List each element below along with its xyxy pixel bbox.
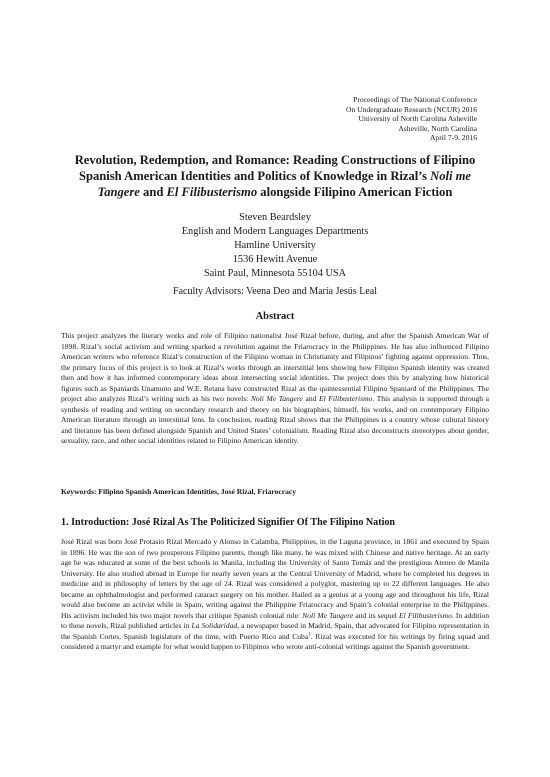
body-text: José Rizal was born José Protasio Rizal Mercado y Alonso in Calamba, Philippines, in the Laguna province, in 1861 and executed by Spain in 1896. He was the son of two prosperous Filipino parents, though like many, he was mixed with Chinese and native heritage. At an early age he was educated at some of the best schools in Manila, including the University of Santo Tomás and the prestigious Ateneo de Manila University. He also studied abroad in Europe for nearly seven years at the Central University of Madrid, where he completed his degrees in medicine and in philosophy of letters by the age of 24. Rizal was considered a polyglot, mastering up to 22 different languages. He also became an ophthalmologist and performed cataract surgery on his mother. Hailed as a genius at a young age and throughout his life, Rizal would also become an activist while in Spain, writing against the Philippine Friarocracy and Spain’s colonial enterprise in the Philippines. His activism included his two major novels that critique Spanish colonial rule:	[61, 537, 489, 620]
abstract-italic: Noli Me Tangere	[250, 394, 303, 404]
footnote-marker[interactable]: 1	[308, 632, 311, 638]
proceedings-line: University of North Carolina Asheville	[358, 114, 477, 124]
body-italic: La Solidaridad	[191, 621, 238, 631]
title-italic: Tangere	[97, 185, 140, 199]
author-block	[60, 211, 490, 281]
body-text: . In addition to these novels, Rizal published articles in	[61, 610, 489, 631]
title-text: alongside Filipino American Fiction	[257, 185, 453, 199]
body-text: , a newspaper based in Madrid, Spain, that advocated for Filipino representation in the Spanish Cortes, Spanish legislature of the time, with Puerto Rico and Cuba	[61, 621, 490, 641]
faculty-advisors: Faculty Advisors: Veena Deo and María Jesús Leal	[173, 286, 377, 297]
proceedings-line: Asheville, North Carolina	[398, 123, 477, 133]
author-name: Steven Beardsley	[239, 212, 311, 223]
title-line	[60, 184, 490, 200]
section-heading: 1. Introduction: José Rizal As The Politicized Signifier Of The Filipino Nation	[61, 517, 396, 528]
title-text: Revolution, Redemption, and Romance: Reading Constructions of Filipino	[74, 153, 476, 167]
title-italic: Noli me	[430, 169, 472, 183]
title-text: Spanish American Identities and Politics of Knowledge in Rizal’s	[78, 169, 431, 183]
section-paragraph	[61, 537, 489, 653]
author-department: English and Modern Languages Departments	[181, 226, 369, 237]
abstract-text: This project analyzes the literary works and role of Filipino nationalist José Rizal before, during, and after the Spanish American War of 1898. Rizal’s social activism and writing sparked a revolution against the Friarocracy in the Philippines. He has also influenced Filipino American writers who reference Rizal’s construction of the Filipino woman in Christianity and Filipinos’ fighting against oppression. Thus, the primary focus of this project is to look at Rizal’s works through an interstitial lens showing how Filipino Spanish identity was created then and how it has informed contemporary ideas about intersecting social identities. The project does this by analyzing how historical figures such as Spaniards Unamuno and W.E. Retana have constructed Rizal as the quintessential Filipino Spaniard of the Philippines. The project also analyzes Rizal’s writing such as his two novels:	[61, 331, 489, 404]
abstract-italic: El Filibusterismo	[318, 394, 373, 404]
author-city: Saint Paul, Minnesota 55104 USA	[203, 268, 347, 279]
proceedings-header	[346, 95, 477, 143]
abstract-text: and	[302, 394, 319, 404]
paper-title	[60, 152, 490, 200]
author-street: 1536 Hewitt Avenue	[232, 254, 318, 265]
abstract-heading: Abstract	[255, 311, 295, 322]
proceedings-line: On Undergraduate Research (NCUR) 2016	[345, 104, 477, 114]
title-italic: El Filibusterismo	[166, 185, 258, 199]
body-text: . Rizal was executed for his writings by firing squad and considered a martyr and example for what would happen to Filipinos who wrote anti-colonial writings against the Spanish government.	[61, 631, 489, 652]
author-university: Hamline University	[234, 240, 316, 251]
body-italic: Noli Me Tangere	[302, 610, 354, 620]
title-line	[60, 152, 490, 168]
title-text: and	[139, 185, 167, 199]
body-italic: El Filibusterismo	[399, 610, 452, 620]
body-text: and its sequel	[353, 610, 400, 620]
abstract-text: . This analysis is supported through a synthesis of reading and writing on secondary research and theory on his biographies, himself, his works, and on contemporary Filipino American literature through an interstitial lens. In conclusion, reading Rizal shows that the Philippines is a country whose cultural history and literature has been defined alongside Spanish and United States’ colonialism. Reading Rizal also deconstructs stereotypes about gender, sexuality, race, and other social identities related to Filipino American identity.	[61, 394, 489, 446]
proceedings-line: Proceedings of The National Conference	[353, 95, 477, 104]
title-line	[60, 168, 490, 184]
proceedings-line: April 7-9, 2016	[429, 133, 477, 143]
keywords: Keywords: Filipino Spanish American Identities, José Rizal, Friarocracy	[61, 487, 297, 496]
abstract-paragraph	[61, 331, 489, 447]
